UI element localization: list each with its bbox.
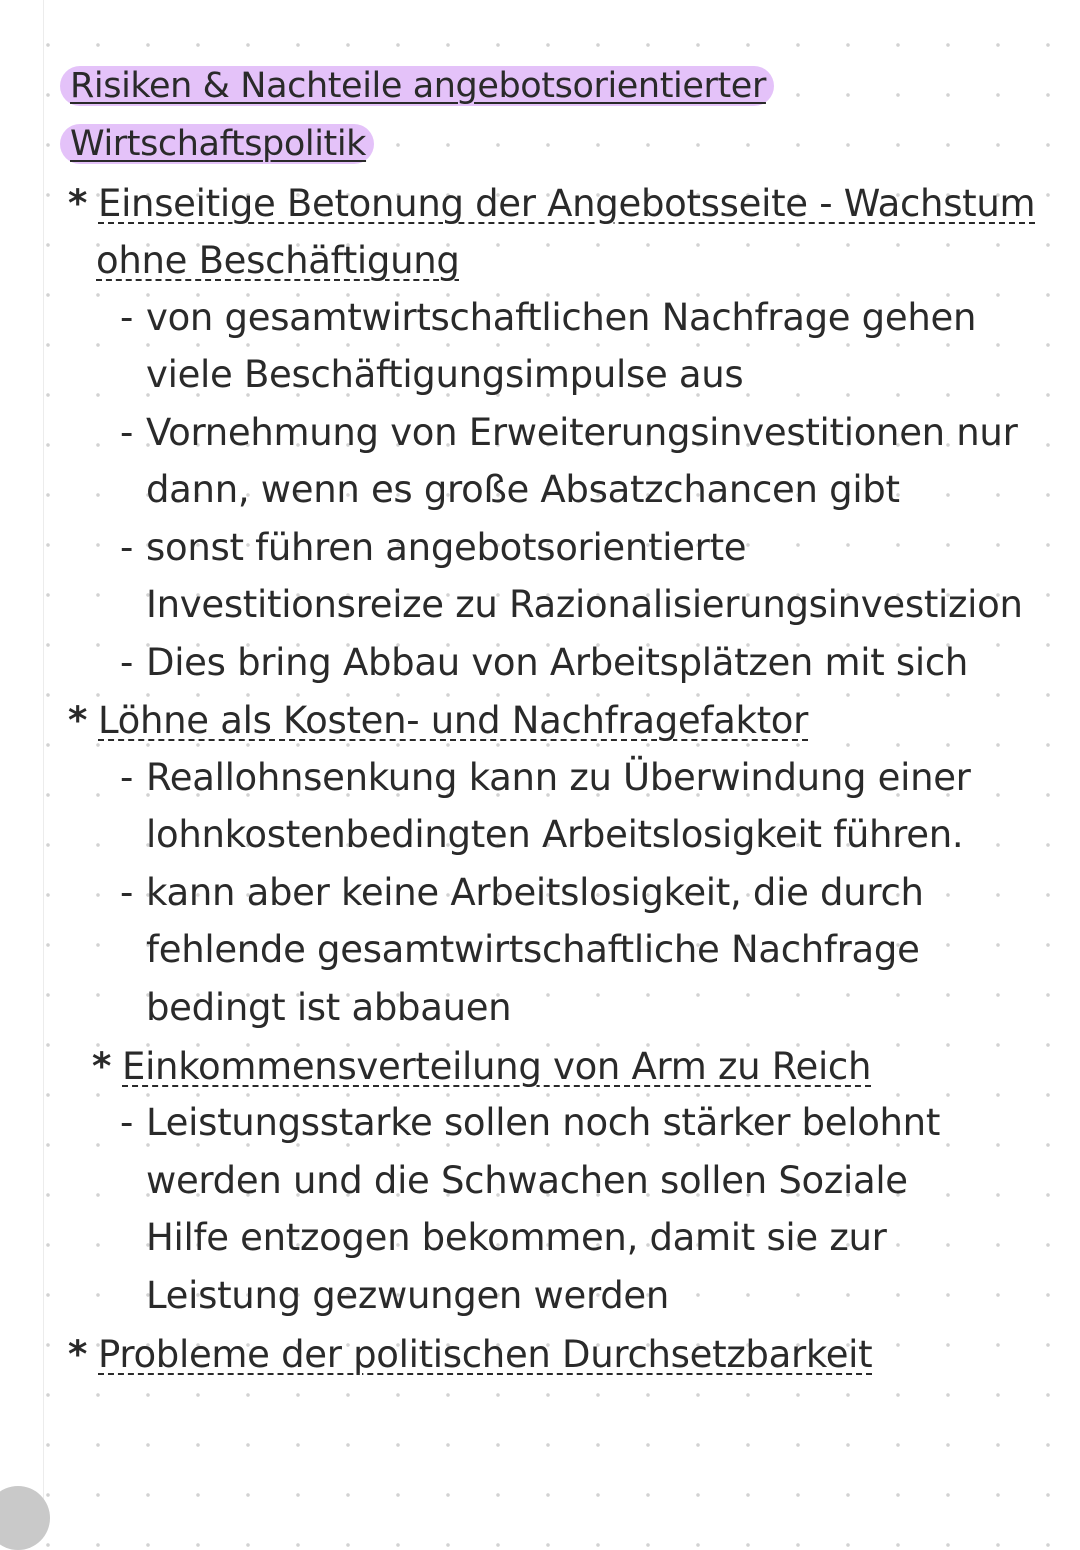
item-text: Dies bring Abbau von Arbeitsplätzen mit sich — [146, 641, 969, 684]
section-heading-4 — [68, 1331, 872, 1379]
section-heading-text: Löhne als Kosten- und Nachfragefaktor — [98, 699, 809, 742]
item-text: dann, wenn es große Absatzchancen gibt — [146, 468, 900, 511]
item-text: lohnkostenbedingten Arbeitslosigkeit führen. — [146, 813, 964, 856]
item-text: Hilfe entzogen bekommen, damit sie zur — [146, 1216, 887, 1259]
section-heading-text: Einkommensverteilung von Arm zu Reich — [122, 1045, 872, 1088]
list-item-cont — [146, 1214, 887, 1262]
item-text: Investitionsreize zu Razionalisierungsinvestizion — [146, 583, 1023, 626]
list-item — [120, 639, 968, 687]
section-heading-text: Probleme der politischen Durchsetzbarkeit — [98, 1333, 873, 1376]
dash-bullet-icon: - — [120, 411, 134, 454]
list-item-cont — [146, 466, 900, 514]
page-margin-line — [43, 0, 44, 1528]
dash-bullet-icon: - — [120, 1101, 134, 1144]
title-line-2 — [60, 120, 374, 168]
dash-bullet-icon: - — [120, 871, 134, 914]
asterisk-bullet-icon: * — [68, 182, 88, 225]
list-item — [120, 869, 924, 917]
section-heading-1 — [68, 180, 1035, 228]
item-text: sonst führen angebotsorientierte — [146, 526, 747, 569]
list-item — [120, 524, 746, 572]
dash-bullet-icon: - — [120, 641, 134, 684]
list-item — [120, 294, 976, 342]
list-item-cont — [146, 1157, 908, 1205]
list-item — [120, 754, 971, 802]
list-item — [120, 409, 1018, 457]
section-heading-1-cont — [96, 237, 460, 285]
title-line-1 — [60, 62, 774, 110]
title-highlight-1: Risiken & Nachteile angebotsorientierter — [60, 66, 774, 106]
section-heading-text: ohne Beschäftigung — [96, 239, 460, 282]
section-heading-text: Einseitige Betonung der Angebotsseite - Wachstum — [98, 182, 1036, 225]
item-text: Vornehmung von Erweiterungsinvestitionen nur — [146, 411, 1018, 454]
list-item — [120, 1099, 940, 1147]
list-item-cont — [146, 581, 1023, 629]
list-item-cont — [146, 926, 920, 974]
list-item-cont — [146, 984, 511, 1032]
asterisk-bullet-icon: * — [68, 1333, 88, 1376]
dash-bullet-icon: - — [120, 296, 134, 339]
list-item-cont — [146, 1272, 669, 1320]
list-item-cont — [146, 351, 743, 399]
item-text: werden und die Schwachen sollen Soziale — [146, 1159, 908, 1202]
item-text: bedingt ist abbauen — [146, 986, 512, 1029]
item-text: Leistung gezwungen werden — [146, 1274, 670, 1317]
list-item-cont — [146, 811, 963, 859]
section-heading-2 — [68, 697, 808, 745]
section-heading-3 — [92, 1043, 871, 1091]
item-text: Leistungsstarke sollen noch stärker belohnt — [146, 1101, 941, 1144]
asterisk-bullet-icon: * — [92, 1045, 112, 1088]
item-text: viele Beschäftigungsimpulse aus — [146, 353, 744, 396]
dash-bullet-icon: - — [120, 756, 134, 799]
dash-bullet-icon: - — [120, 526, 134, 569]
title-highlight-2: Wirtschaftspolitik — [60, 124, 374, 164]
item-text: kann aber keine Arbeitslosigkeit, die durch — [146, 871, 924, 914]
asterisk-bullet-icon: * — [68, 699, 88, 742]
item-text: fehlende gesamtwirtschaftliche Nachfrage — [146, 928, 920, 971]
item-text: Reallohnsenkung kann zu Überwindung einer — [146, 756, 971, 799]
item-text: von gesamtwirtschaftlichen Nachfrage gehen — [146, 296, 977, 339]
